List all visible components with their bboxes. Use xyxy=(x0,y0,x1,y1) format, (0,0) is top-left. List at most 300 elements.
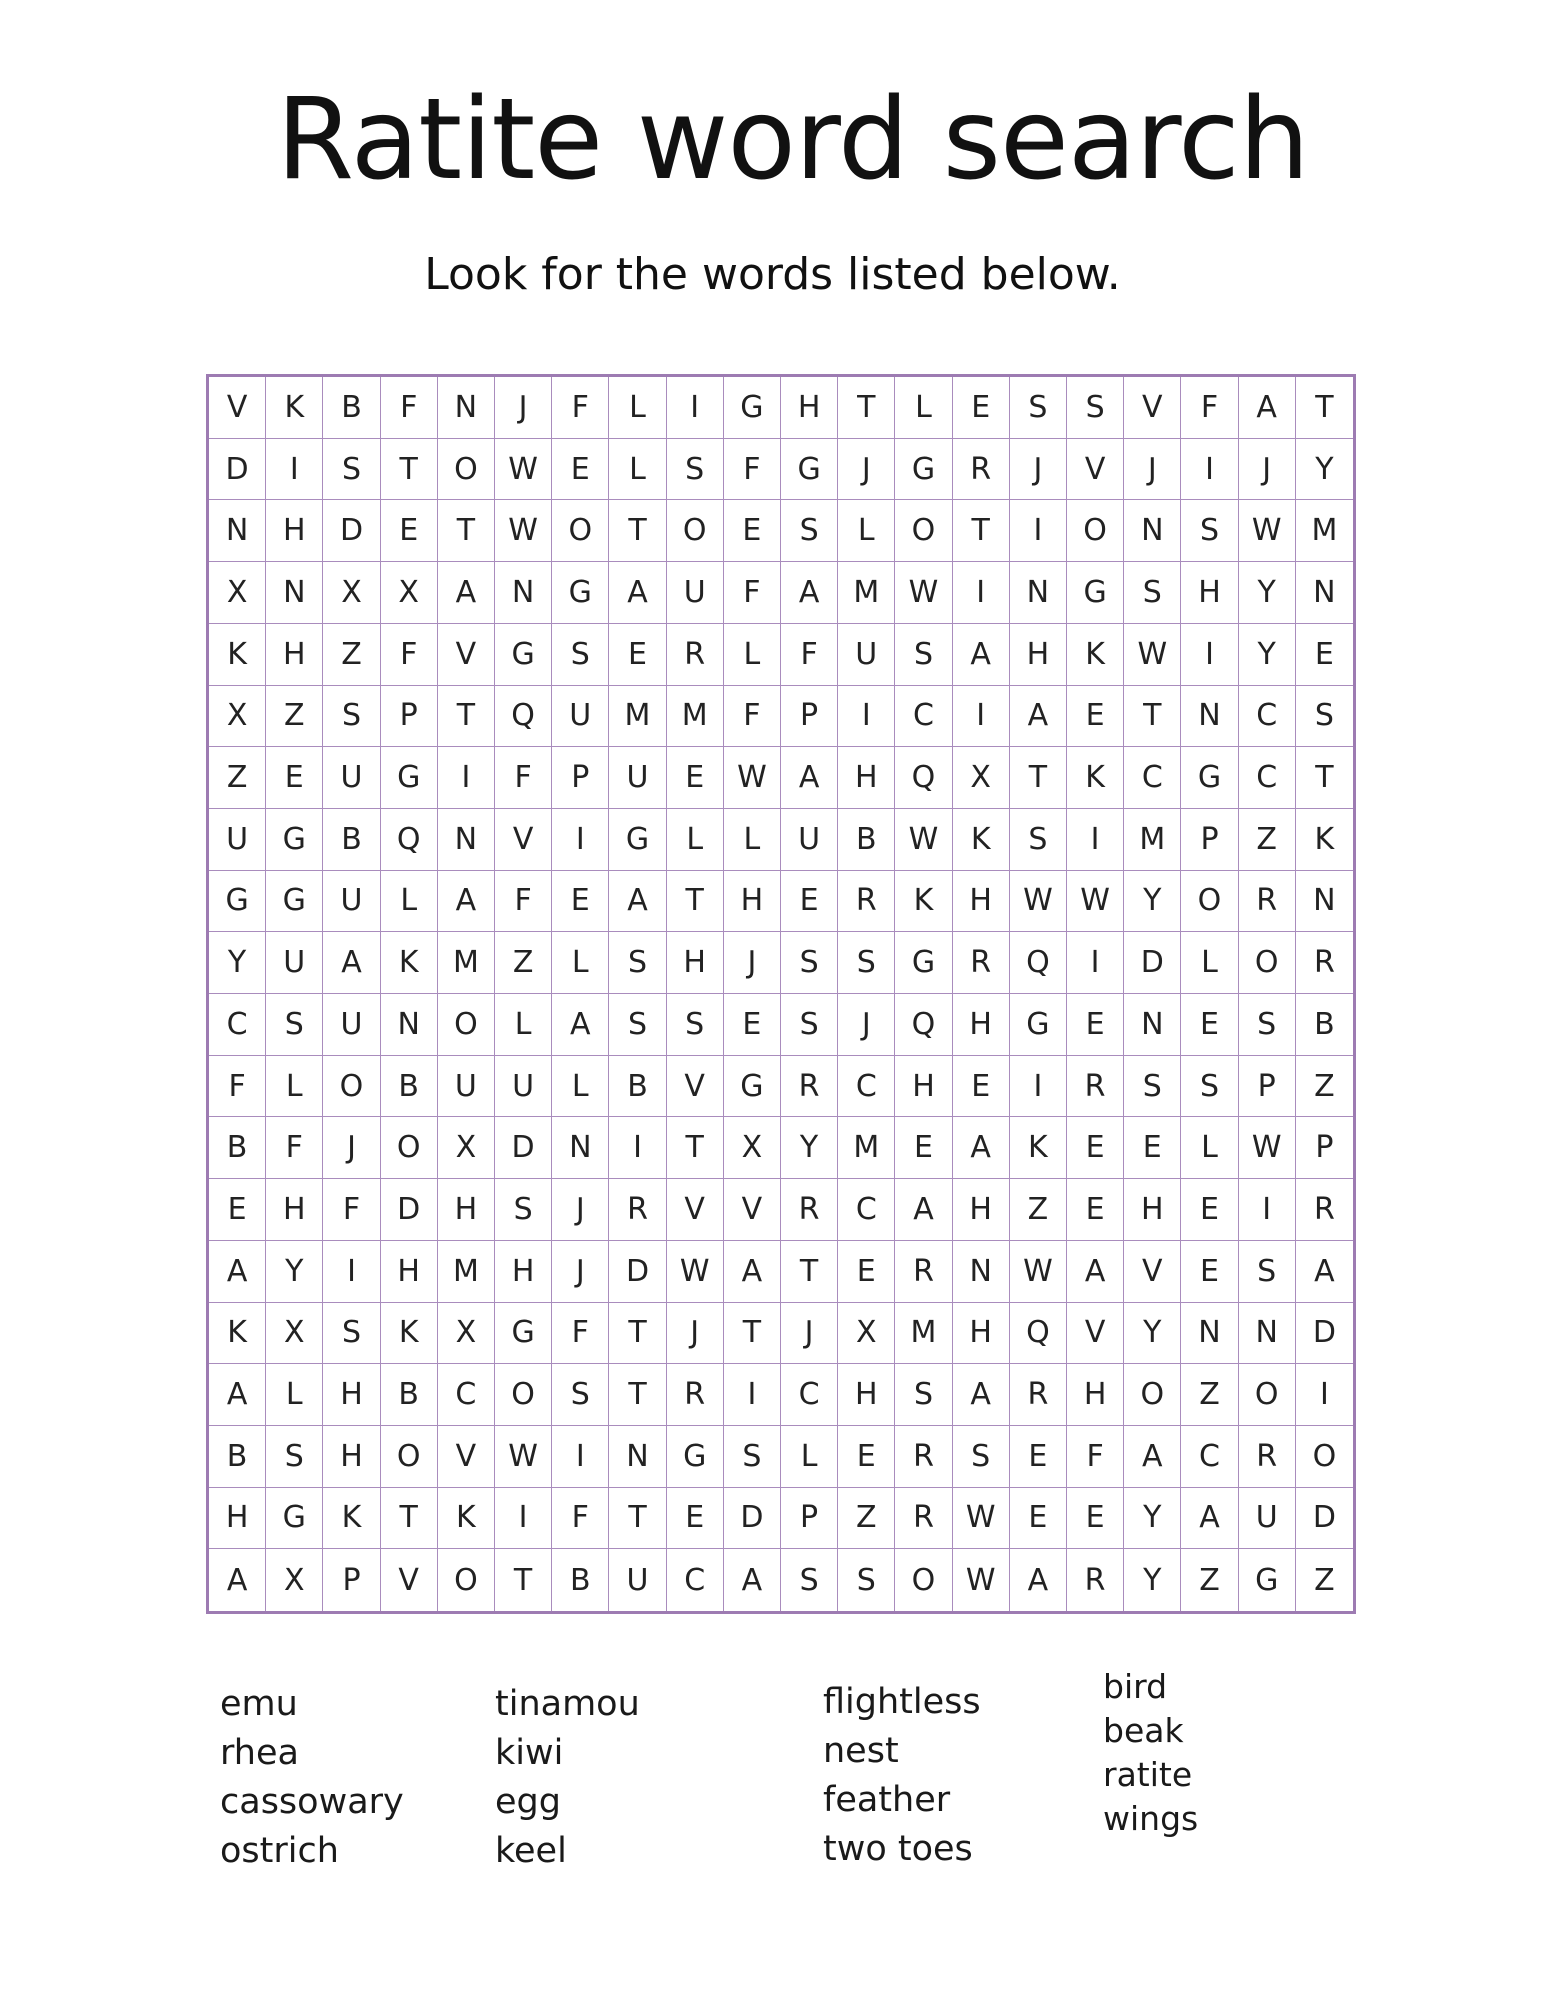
grid-cell[interactable]: A xyxy=(953,624,1010,686)
grid-cell[interactable]: I xyxy=(1296,1364,1353,1426)
grid-cell[interactable]: C xyxy=(1124,747,1181,809)
grid-cell[interactable]: R xyxy=(953,439,1010,501)
grid-cell[interactable]: E xyxy=(895,1117,952,1179)
grid-cell[interactable]: R xyxy=(1067,1549,1124,1611)
grid-cell[interactable]: W xyxy=(1010,1241,1067,1303)
grid-cell[interactable]: U xyxy=(609,1549,666,1611)
grid-cell[interactable]: M xyxy=(838,1117,895,1179)
grid-cell[interactable]: S xyxy=(609,994,666,1056)
grid-cell[interactable]: F xyxy=(724,562,781,624)
grid-cell[interactable]: G xyxy=(495,624,552,686)
grid-cell[interactable]: F xyxy=(552,377,609,439)
grid-cell[interactable]: I xyxy=(552,1426,609,1488)
grid-cell[interactable]: J xyxy=(838,439,895,501)
grid-cell[interactable]: R xyxy=(609,1179,666,1241)
grid-cell[interactable]: T xyxy=(609,1303,666,1365)
grid-cell[interactable]: G xyxy=(895,932,952,994)
grid-cell[interactable]: N xyxy=(1010,562,1067,624)
grid-cell[interactable]: S xyxy=(781,500,838,562)
grid-cell[interactable]: A xyxy=(1239,377,1296,439)
grid-cell[interactable]: X xyxy=(381,562,438,624)
grid-cell[interactable]: Q xyxy=(1010,932,1067,994)
grid-cell[interactable]: B xyxy=(1296,994,1353,1056)
grid-cell[interactable]: P xyxy=(1181,809,1238,871)
grid-cell[interactable]: G xyxy=(495,1303,552,1365)
grid-cell[interactable]: X xyxy=(266,1549,323,1611)
grid-cell[interactable]: L xyxy=(1181,1117,1238,1179)
grid-cell[interactable]: E xyxy=(1181,1179,1238,1241)
grid-cell[interactable]: S xyxy=(323,686,380,748)
grid-cell[interactable]: F xyxy=(323,1179,380,1241)
grid-cell[interactable]: X xyxy=(724,1117,781,1179)
grid-cell[interactable]: H xyxy=(495,1241,552,1303)
grid-cell[interactable]: V xyxy=(381,1549,438,1611)
grid-cell[interactable]: Z xyxy=(1314,1562,1335,1598)
grid-cell[interactable]: A xyxy=(609,562,666,624)
grid-cell[interactable]: R xyxy=(781,1179,838,1241)
grid-cell[interactable]: S xyxy=(1124,562,1181,624)
grid-cell[interactable]: R xyxy=(667,1364,724,1426)
grid-cell[interactable]: E xyxy=(781,871,838,933)
grid-cell[interactable]: Z xyxy=(1181,1549,1238,1611)
grid-cell[interactable]: R xyxy=(1239,871,1296,933)
grid-cell[interactable]: I xyxy=(1181,624,1238,686)
grid-cell[interactable]: A xyxy=(781,747,838,809)
grid-cell[interactable]: S xyxy=(895,1364,952,1426)
grid-cell[interactable]: L xyxy=(609,439,666,501)
grid-cell[interactable]: G xyxy=(266,809,323,871)
grid-cell[interactable]: F xyxy=(209,1056,266,1118)
grid-cell[interactable]: K xyxy=(953,809,1010,871)
grid-cell[interactable]: W xyxy=(1239,1117,1296,1179)
grid-cell[interactable]: T xyxy=(609,500,666,562)
grid-cell[interactable]: Z xyxy=(323,624,380,686)
grid-cell[interactable]: A xyxy=(1067,1241,1124,1303)
grid-cell[interactable]: P xyxy=(552,747,609,809)
grid-cell[interactable]: J xyxy=(1239,439,1296,501)
grid-cell[interactable]: N xyxy=(953,1241,1010,1303)
grid-cell[interactable]: E xyxy=(838,1426,895,1488)
grid-cell[interactable]: S xyxy=(266,1426,323,1488)
grid-cell[interactable]: T xyxy=(838,377,895,439)
grid-cell[interactable]: A xyxy=(209,1364,266,1426)
grid-cell[interactable]: B xyxy=(381,1364,438,1426)
grid-cell[interactable]: S xyxy=(266,994,323,1056)
grid-cell[interactable]: Z xyxy=(266,686,323,748)
grid-cell[interactable]: S xyxy=(1010,809,1067,871)
grid-cell[interactable]: E xyxy=(667,1488,724,1550)
grid-cell[interactable]: A xyxy=(1010,686,1067,748)
grid-cell[interactable]: N xyxy=(1181,686,1238,748)
grid-cell[interactable]: E xyxy=(266,747,323,809)
grid-cell[interactable]: I xyxy=(1067,932,1124,994)
grid-cell[interactable]: S xyxy=(1239,1241,1296,1303)
grid-cell[interactable]: U xyxy=(209,809,266,871)
grid-cell[interactable]: E xyxy=(1296,624,1353,686)
grid-cell[interactable]: F xyxy=(266,1117,323,1179)
grid-cell[interactable]: G xyxy=(1239,1549,1296,1611)
grid-cell[interactable]: S xyxy=(1124,1056,1181,1118)
grid-cell[interactable]: M xyxy=(895,1303,952,1365)
grid-cell[interactable]: H xyxy=(381,1241,438,1303)
grid-cell[interactable]: Y xyxy=(1124,1549,1181,1611)
grid-cell[interactable]: H xyxy=(953,1303,1010,1365)
grid-cell[interactable]: S xyxy=(724,1426,781,1488)
grid-cell[interactable]: S xyxy=(1067,377,1124,439)
grid-cell[interactable]: O xyxy=(667,500,724,562)
grid-cell[interactable]: Z xyxy=(495,932,552,994)
grid-cell[interactable]: Y xyxy=(1239,562,1296,624)
grid-cell[interactable]: R xyxy=(1296,1179,1353,1241)
grid-cell[interactable]: B xyxy=(381,1056,438,1118)
grid-cell[interactable]: A xyxy=(953,1117,1010,1179)
grid-cell[interactable]: L xyxy=(552,1056,609,1118)
grid-cell[interactable]: V xyxy=(1067,439,1124,501)
grid-cell[interactable]: S xyxy=(781,1549,838,1611)
grid-cell[interactable]: U xyxy=(667,562,724,624)
grid-cell[interactable]: H xyxy=(1181,562,1238,624)
grid-cell[interactable]: L xyxy=(266,1056,323,1118)
grid-cell[interactable]: X xyxy=(323,562,380,624)
grid-cell[interactable]: B xyxy=(838,809,895,871)
grid-cell[interactable]: K xyxy=(438,1488,495,1550)
grid-cell[interactable]: A xyxy=(609,871,666,933)
grid-cell[interactable]: F xyxy=(495,747,552,809)
grid-cell[interactable]: V xyxy=(1124,377,1181,439)
grid-cell[interactable]: S xyxy=(1296,686,1353,748)
grid-cell[interactable]: I xyxy=(1239,1179,1296,1241)
grid-cell[interactable]: E xyxy=(1067,1488,1124,1550)
grid-cell[interactable]: U xyxy=(266,932,323,994)
grid-cell[interactable]: I xyxy=(323,1241,380,1303)
grid-cell[interactable]: C xyxy=(667,1549,724,1611)
grid-cell[interactable]: J xyxy=(724,932,781,994)
grid-cell[interactable]: O xyxy=(381,1117,438,1179)
grid-cell[interactable]: E xyxy=(1067,994,1124,1056)
grid-cell[interactable]: M xyxy=(438,1241,495,1303)
grid-cell[interactable]: U xyxy=(1239,1488,1296,1550)
grid-cell[interactable]: O xyxy=(438,1549,495,1611)
grid-cell[interactable]: N xyxy=(209,500,266,562)
grid-cell[interactable]: E xyxy=(1181,994,1238,1056)
grid-cell[interactable]: N xyxy=(1181,1303,1238,1365)
grid-cell[interactable]: O xyxy=(895,1549,952,1611)
grid-cell[interactable]: A xyxy=(1181,1488,1238,1550)
grid-cell[interactable]: Y xyxy=(266,1241,323,1303)
grid-cell[interactable]: G xyxy=(781,439,838,501)
grid-cell[interactable]: T xyxy=(495,1549,552,1611)
grid-cell[interactable]: P xyxy=(781,686,838,748)
grid-cell[interactable]: G xyxy=(266,871,323,933)
grid-cell[interactable]: A xyxy=(953,1364,1010,1426)
grid-cell[interactable]: H xyxy=(838,1364,895,1426)
grid-cell[interactable]: E xyxy=(381,500,438,562)
grid-cell[interactable]: K xyxy=(895,871,952,933)
grid-cell[interactable]: S xyxy=(323,1303,380,1365)
grid-cell[interactable]: S xyxy=(609,932,666,994)
grid-cell[interactable]: L xyxy=(266,1364,323,1426)
grid-cell[interactable]: R xyxy=(1296,932,1353,994)
grid-cell[interactable]: H xyxy=(895,1056,952,1118)
grid-cell[interactable]: A xyxy=(209,1549,266,1611)
grid-cell[interactable]: I xyxy=(1067,809,1124,871)
grid-cell[interactable]: E xyxy=(552,439,609,501)
grid-cell[interactable]: W xyxy=(495,500,552,562)
grid-cell[interactable]: B xyxy=(323,809,380,871)
grid-cell[interactable]: O xyxy=(552,500,609,562)
grid-cell[interactable]: W xyxy=(953,1488,1010,1550)
grid-cell[interactable]: J xyxy=(1124,439,1181,501)
grid-cell[interactable]: E xyxy=(1010,1488,1067,1550)
grid-cell[interactable]: U xyxy=(609,747,666,809)
grid-cell[interactable]: O xyxy=(323,1056,380,1118)
grid-cell[interactable]: L xyxy=(724,624,781,686)
grid-cell[interactable]: E xyxy=(1067,686,1124,748)
grid-cell[interactable]: E xyxy=(1124,1117,1181,1179)
grid-cell[interactable]: V xyxy=(724,1179,781,1241)
grid-cell[interactable]: L xyxy=(609,377,666,439)
grid-cell[interactable]: R xyxy=(1010,1364,1067,1426)
grid-cell[interactable]: G xyxy=(1181,747,1238,809)
grid-cell[interactable]: G xyxy=(895,439,952,501)
grid-cell[interactable]: E xyxy=(1067,1117,1124,1179)
grid-cell[interactable]: I xyxy=(266,439,323,501)
grid-cell[interactable]: Z xyxy=(1010,1179,1067,1241)
grid-cell[interactable]: H xyxy=(953,871,1010,933)
grid-cell[interactable]: B xyxy=(323,377,380,439)
grid-cell[interactable]: G xyxy=(1010,994,1067,1056)
grid-cell[interactable]: H xyxy=(1010,624,1067,686)
grid-cell[interactable]: D xyxy=(1296,1488,1353,1550)
grid-cell[interactable]: U xyxy=(552,686,609,748)
grid-cell[interactable]: D xyxy=(609,1241,666,1303)
grid-cell[interactable]: W xyxy=(1067,871,1124,933)
grid-cell[interactable]: U xyxy=(323,747,380,809)
grid-cell[interactable]: X xyxy=(209,562,266,624)
grid-cell[interactable]: V xyxy=(495,809,552,871)
grid-cell[interactable]: V xyxy=(1067,1303,1124,1365)
grid-cell[interactable]: Y xyxy=(1296,439,1353,501)
grid-cell[interactable]: Y xyxy=(1239,624,1296,686)
grid-cell[interactable]: D xyxy=(209,439,266,501)
grid-cell[interactable]: K xyxy=(209,624,266,686)
grid-cell[interactable]: D xyxy=(323,500,380,562)
grid-cell[interactable]: E xyxy=(609,624,666,686)
grid-cell[interactable]: J xyxy=(552,1241,609,1303)
grid-cell[interactable]: S xyxy=(781,994,838,1056)
grid-cell[interactable]: G xyxy=(609,809,666,871)
grid-cell[interactable]: O xyxy=(1239,1364,1296,1426)
grid-cell[interactable]: O xyxy=(381,1426,438,1488)
grid-cell[interactable]: H xyxy=(838,747,895,809)
grid-cell[interactable]: K xyxy=(1010,1117,1067,1179)
grid-cell[interactable]: L xyxy=(781,1426,838,1488)
grid-cell[interactable]: P xyxy=(1239,1056,1296,1118)
grid-cell[interactable]: J xyxy=(838,994,895,1056)
grid-cell[interactable]: D xyxy=(1296,1303,1353,1365)
grid-cell[interactable]: Y xyxy=(1124,1488,1181,1550)
grid-cell[interactable]: O xyxy=(1124,1364,1181,1426)
grid-cell[interactable]: O xyxy=(895,500,952,562)
grid-cell[interactable]: N xyxy=(438,809,495,871)
grid-cell[interactable]: E xyxy=(838,1241,895,1303)
grid-cell[interactable]: N xyxy=(1124,500,1181,562)
grid-cell[interactable]: O xyxy=(1181,871,1238,933)
grid-cell[interactable]: H xyxy=(667,932,724,994)
grid-cell[interactable]: X xyxy=(209,686,266,748)
grid-cell[interactable]: S xyxy=(495,1179,552,1241)
grid-cell[interactable]: P xyxy=(781,1488,838,1550)
grid-cell[interactable]: L xyxy=(495,994,552,1056)
grid-cell[interactable]: F xyxy=(1181,377,1238,439)
grid-cell[interactable]: M xyxy=(1124,809,1181,871)
grid-cell[interactable]: A xyxy=(552,994,609,1056)
grid-cell[interactable]: A xyxy=(895,1179,952,1241)
grid-cell[interactable]: C xyxy=(781,1364,838,1426)
grid-cell[interactable]: V xyxy=(438,1426,495,1488)
grid-cell[interactable]: A xyxy=(724,1241,781,1303)
grid-cell[interactable]: W xyxy=(953,1549,1010,1611)
grid-cell[interactable]: M xyxy=(838,562,895,624)
grid-cell[interactable]: J xyxy=(667,1303,724,1365)
grid-cell[interactable]: R xyxy=(1067,1056,1124,1118)
grid-cell[interactable]: I xyxy=(438,747,495,809)
grid-cell[interactable]: W xyxy=(1124,624,1181,686)
grid-cell[interactable]: X xyxy=(838,1303,895,1365)
grid-cell[interactable]: K xyxy=(1067,624,1124,686)
grid-cell[interactable]: K xyxy=(381,1303,438,1365)
grid-cell[interactable]: U xyxy=(323,994,380,1056)
grid-cell[interactable]: A xyxy=(1124,1426,1181,1488)
grid-cell[interactable]: O xyxy=(495,1364,552,1426)
grid-cell[interactable]: V xyxy=(438,624,495,686)
grid-cell[interactable]: N xyxy=(381,994,438,1056)
grid-cell[interactable]: Z xyxy=(838,1488,895,1550)
grid-cell[interactable]: T xyxy=(609,1364,666,1426)
grid-cell[interactable]: G xyxy=(209,871,266,933)
grid-cell[interactable]: O xyxy=(438,439,495,501)
grid-cell[interactable]: W xyxy=(724,747,781,809)
grid-cell[interactable]: I xyxy=(495,1488,552,1550)
grid-cell[interactable]: N xyxy=(1124,994,1181,1056)
grid-cell[interactable]: E xyxy=(1181,1241,1238,1303)
grid-cell[interactable]: A xyxy=(1010,1549,1067,1611)
grid-cell[interactable]: Q xyxy=(381,809,438,871)
grid-cell[interactable]: W xyxy=(895,562,952,624)
grid-cell[interactable]: F xyxy=(495,871,552,933)
grid-cell[interactable]: M xyxy=(1296,500,1353,562)
grid-cell[interactable]: I xyxy=(953,686,1010,748)
grid-cell[interactable]: H xyxy=(266,500,323,562)
grid-cell[interactable]: E xyxy=(667,747,724,809)
grid-cell[interactable]: C xyxy=(209,994,266,1056)
grid-cell[interactable]: X xyxy=(266,1303,323,1365)
grid-cell[interactable]: Z xyxy=(1296,1056,1353,1118)
grid-cell[interactable]: H xyxy=(323,1364,380,1426)
grid-cell[interactable]: C xyxy=(1239,747,1296,809)
grid-cell[interactable]: H xyxy=(323,1426,380,1488)
grid-cell[interactable]: H xyxy=(953,994,1010,1056)
grid-cell[interactable]: V xyxy=(1124,1241,1181,1303)
grid-cell[interactable]: H xyxy=(209,1488,266,1550)
grid-cell[interactable]: S xyxy=(552,624,609,686)
grid-cell[interactable]: T xyxy=(609,1488,666,1550)
grid-cell[interactable]: I xyxy=(667,377,724,439)
grid-cell[interactable]: F xyxy=(781,624,838,686)
grid-cell[interactable]: W xyxy=(1010,871,1067,933)
grid-cell[interactable]: C xyxy=(895,686,952,748)
grid-cell[interactable]: N xyxy=(1296,871,1353,933)
grid-cell[interactable]: G xyxy=(724,377,781,439)
grid-cell[interactable]: D xyxy=(724,1488,781,1550)
grid-cell[interactable]: I xyxy=(838,686,895,748)
grid-cell[interactable]: Y xyxy=(209,932,266,994)
grid-cell[interactable]: H xyxy=(266,624,323,686)
grid-cell[interactable]: I xyxy=(609,1117,666,1179)
grid-cell[interactable]: I xyxy=(1010,500,1067,562)
grid-cell[interactable]: Q xyxy=(1010,1303,1067,1365)
grid-cell[interactable]: Z xyxy=(209,747,266,809)
grid-cell[interactable]: R xyxy=(1239,1426,1296,1488)
grid-cell[interactable]: E xyxy=(953,377,1010,439)
grid-cell[interactable]: W xyxy=(495,439,552,501)
grid-cell[interactable]: K xyxy=(1067,747,1124,809)
grid-cell[interactable]: T xyxy=(381,439,438,501)
grid-cell[interactable]: V xyxy=(667,1056,724,1118)
grid-cell[interactable]: Q xyxy=(495,686,552,748)
grid-cell[interactable]: G xyxy=(552,562,609,624)
grid-cell[interactable]: E xyxy=(1067,1179,1124,1241)
grid-cell[interactable]: S xyxy=(1010,377,1067,439)
grid-cell[interactable]: O xyxy=(1239,932,1296,994)
grid-cell[interactable]: K xyxy=(266,377,323,439)
grid-cell[interactable]: Q xyxy=(895,994,952,1056)
grid-cell[interactable]: J xyxy=(323,1117,380,1179)
grid-cell[interactable]: S xyxy=(1181,1056,1238,1118)
grid-cell[interactable]: F xyxy=(724,686,781,748)
grid-cell[interactable]: T xyxy=(724,1303,781,1365)
grid-cell[interactable]: L xyxy=(667,809,724,871)
grid-cell[interactable]: N xyxy=(438,377,495,439)
grid-cell[interactable]: N xyxy=(1296,562,1353,624)
grid-cell[interactable]: L xyxy=(724,809,781,871)
grid-cell[interactable]: I xyxy=(953,562,1010,624)
grid-cell[interactable]: T xyxy=(1296,747,1353,809)
grid-cell[interactable]: X xyxy=(438,1303,495,1365)
grid-cell[interactable]: H xyxy=(724,871,781,933)
grid-cell[interactable]: J xyxy=(495,377,552,439)
grid-cell[interactable]: W xyxy=(1239,500,1296,562)
grid-cell[interactable]: R xyxy=(895,1426,952,1488)
grid-cell[interactable]: S xyxy=(1181,500,1238,562)
grid-cell[interactable]: T xyxy=(781,1241,838,1303)
grid-cell[interactable]: R xyxy=(895,1241,952,1303)
grid-cell[interactable]: R xyxy=(781,1056,838,1118)
grid-cell[interactable]: R xyxy=(953,932,1010,994)
grid-cell[interactable]: I xyxy=(1010,1056,1067,1118)
grid-cell[interactable]: F xyxy=(1067,1426,1124,1488)
grid-cell[interactable]: D xyxy=(495,1117,552,1179)
grid-cell[interactable]: T xyxy=(1124,686,1181,748)
grid-cell[interactable]: G xyxy=(381,747,438,809)
grid-cell[interactable]: T xyxy=(1010,747,1067,809)
grid-cell[interactable]: U xyxy=(323,871,380,933)
grid-cell[interactable]: K xyxy=(1296,809,1353,871)
grid-cell[interactable]: F xyxy=(724,439,781,501)
grid-cell[interactable]: P xyxy=(1296,1117,1353,1179)
grid-cell[interactable]: N xyxy=(495,562,552,624)
grid-cell[interactable]: S xyxy=(838,932,895,994)
